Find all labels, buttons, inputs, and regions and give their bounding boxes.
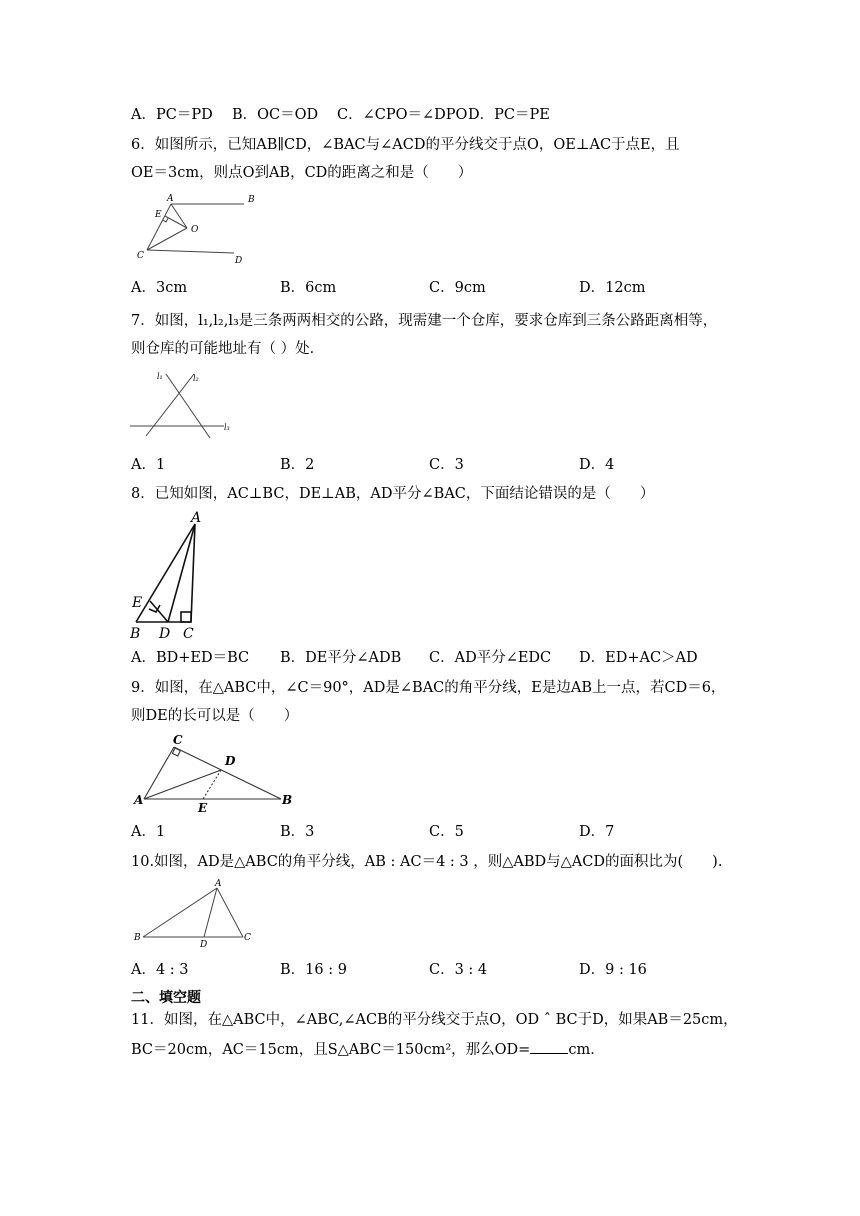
q8-label-b: B [130, 626, 141, 642]
q6-option-b: B．6cm [280, 280, 337, 296]
q6-figure [131, 190, 261, 268]
q8-label-a: A [191, 510, 202, 526]
q7-label-l1: l₁ [157, 372, 163, 381]
q5-option-c: C．∠CPO＝∠DPO [337, 107, 468, 123]
q6-label-b: B [248, 195, 255, 205]
q6-label-e: E [155, 210, 162, 220]
q9-label-e: E [198, 801, 208, 814]
q10-stem-line1: 10.如图，AD是△ABC的角平分线，AB : AC＝4 : 3 ，则△ABD与△ACD的面积比为( ). [131, 854, 723, 870]
q9-stem-line1: 9．如图，在△ABC中，∠C＝90°，AD是∠BAC的角平分线，E是边AB上一点，若CD＝6， [131, 680, 726, 696]
q6-stem-line1: 6．如图所示，已知AB∥CD，∠BAC与∠ACD的平分线交于点O，OE⊥AC于点E，且 [131, 137, 680, 153]
q6-stem-line2: OE＝3cm，则点O到AB，CD的距离之和是（ ） [131, 165, 473, 181]
q7-figure [126, 368, 236, 440]
q6-label-o: O [191, 225, 199, 235]
q8-figure [128, 508, 208, 642]
q8-option-b: B．DE平分∠ADB [280, 650, 402, 666]
q10-label-d: D [200, 940, 208, 950]
q7-label-l3: l₃ [224, 423, 230, 432]
q10-option-c: C．3 : 4 [429, 962, 488, 978]
q9-figure [131, 730, 297, 814]
q5-option-d: D．PC＝PE [468, 107, 550, 123]
q9-option-a: A．1 [131, 824, 166, 840]
q10-option-b: B．16 : 9 [280, 962, 347, 978]
q9-stem-line2: 则DE的长可以是（ ） [131, 708, 299, 724]
q11-stem-line2 [131, 1039, 605, 1060]
q10-label-b: B [134, 933, 141, 943]
section-title-fill-in: 二、填空题 [131, 990, 201, 1006]
q6-label-c: C [137, 251, 144, 261]
q10-option-d: D．9 : 16 [579, 962, 647, 978]
q7-stem-line2: 则仓库的可能地址有（ ）处． [131, 341, 325, 357]
q7-option-c: C．3 [429, 457, 464, 473]
q11-stem-line2-text: BC＝20cm，AC＝15cm，且S△ABC＝150cm²，那么OD= [131, 1042, 531, 1058]
q5-option-a: A．PC＝PD [131, 107, 213, 123]
q9-label-d: D [225, 754, 236, 768]
q5-option-b: B．OC＝OD [232, 107, 319, 123]
q6-label-a: A [167, 194, 174, 204]
q10-label-a: A [215, 879, 222, 889]
q9-option-d: D．7 [579, 824, 615, 840]
q9-label-a: A [134, 793, 144, 807]
q7-option-b: B．2 [280, 457, 315, 473]
q7-option-a: A．1 [131, 457, 166, 473]
q8-label-c: C [183, 626, 194, 642]
q8-label-e: E [132, 595, 143, 611]
q9-label-c: C [173, 733, 183, 747]
q7-option-d: D．4 [579, 457, 615, 473]
q8-stem-line1: 8．已知如图，AC⊥BC，DE⊥AB，AD平分∠BAC，下面结论错误的是（ ） [131, 486, 655, 502]
q10-figure [131, 876, 261, 950]
q11-answer-blank[interactable] [530, 1039, 568, 1054]
q11-stem-line2-unit: cm． [568, 1042, 605, 1058]
q9-label-b: B [282, 793, 293, 807]
q9-option-c: C．5 [429, 824, 464, 840]
q7-label-l2: l₂ [193, 374, 199, 383]
q6-option-a: A．3cm [131, 280, 188, 296]
q10-label-c: C [244, 933, 251, 943]
q6-label-d: D [235, 256, 243, 266]
q8-option-a: A．BD+ED＝BC [131, 650, 250, 666]
q10-option-a: A．4 : 3 [131, 962, 189, 978]
q8-option-d: D．ED+AC＞AD [579, 650, 698, 666]
q6-option-c: C．9cm [429, 280, 486, 296]
q6-option-d: D．12cm [579, 280, 646, 296]
q8-option-c: C．AD平分∠EDC [429, 650, 552, 666]
q9-option-b: B．3 [280, 824, 315, 840]
q11-stem-line1: 11．如图，在△ABC中，∠ABC,∠ACB的平分线交于点O，OD ˆ BC于D，如果AB＝25cm， [131, 1012, 738, 1028]
q7-stem-line1: 7．如图，l₁,l₂,l₃是三条两两相交的公路，现需建一个仓库，要求仓库到三条公路距离相等， [131, 313, 718, 329]
q8-label-d: D [159, 626, 171, 642]
